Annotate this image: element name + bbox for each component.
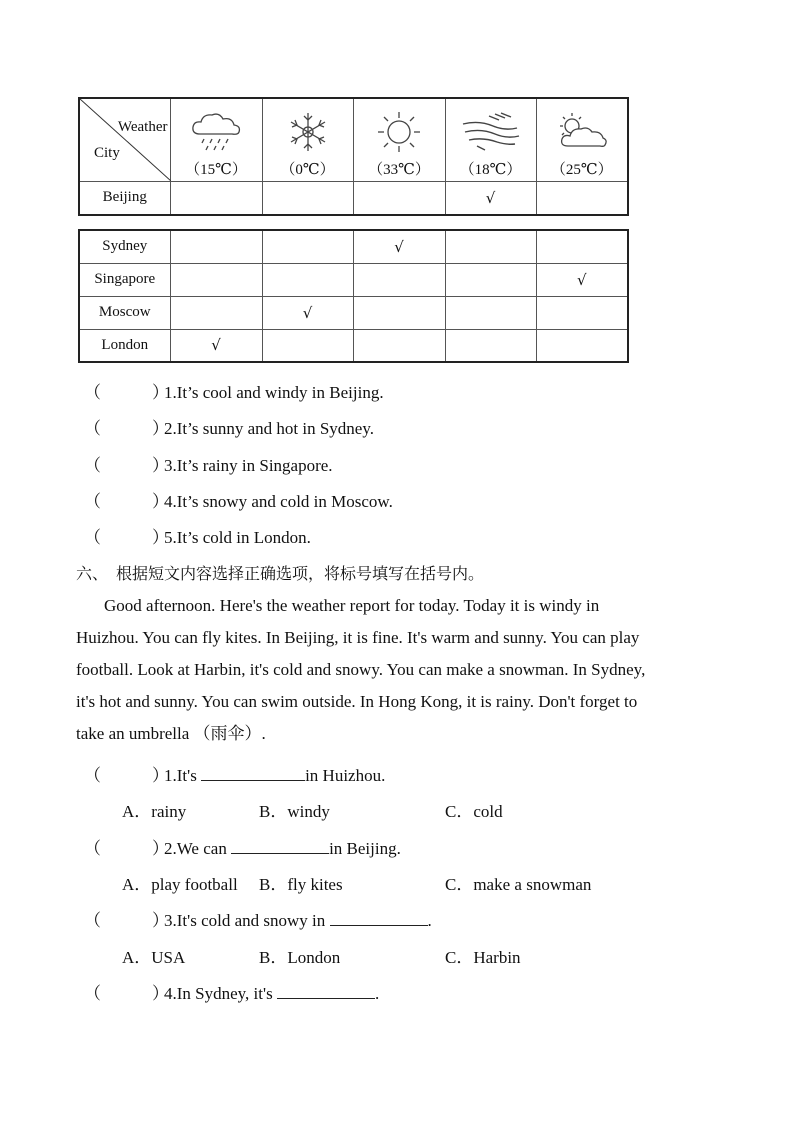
answer-cell: √ <box>262 296 353 329</box>
section-heading: 六、 根据短文内容选择正确选项，将标号填写在括号内。 <box>76 564 485 583</box>
judgment-item <box>84 414 374 439</box>
answer-paren[interactable]: （ ） <box>84 766 169 785</box>
rainy-cloud-icon <box>188 110 244 154</box>
sun-icon <box>375 110 423 154</box>
weather-table-cities <box>78 229 629 363</box>
city-cell: Beijing <box>79 182 170 215</box>
question-item <box>84 834 401 859</box>
sun-cloud-icon <box>554 110 610 154</box>
judgment-item <box>84 451 333 476</box>
answer-cell <box>170 296 262 329</box>
answer-paren[interactable]: （ ） <box>84 911 169 930</box>
judgment-item <box>84 487 393 512</box>
judgment-item <box>84 523 311 548</box>
fill-blank[interactable] <box>201 766 305 781</box>
fill-blank[interactable] <box>277 984 375 999</box>
city-cell: London <box>79 329 170 362</box>
header-weather-label: Weather <box>117 119 168 135</box>
answer-cell <box>262 263 353 296</box>
question-text-pre: 1.It's <box>164 766 202 785</box>
answer-paren[interactable]: （ ） <box>84 456 169 475</box>
answer-cell <box>445 263 536 296</box>
answer-paren[interactable]: （ ） <box>84 839 169 858</box>
answer-cell <box>445 296 536 329</box>
question-text-post: in Beijing. <box>329 839 401 858</box>
option-b[interactable]: B．windy <box>259 802 330 821</box>
answer-cell: √ <box>536 263 628 296</box>
option-c[interactable]: C．cold <box>445 802 503 821</box>
answer-cell <box>536 296 628 329</box>
answer-cell <box>170 230 262 263</box>
weather-cell-windy <box>445 98 536 182</box>
weather-cell-sun-cloud <box>536 98 628 182</box>
city-cell: Moscow <box>79 296 170 329</box>
answer-cell <box>262 329 353 362</box>
temp-label: （15℃） <box>185 161 247 178</box>
answer-cell <box>353 329 445 362</box>
answer-cell <box>353 296 445 329</box>
wind-icon <box>459 110 523 154</box>
fill-blank[interactable] <box>330 911 428 926</box>
answer-cell <box>536 182 628 215</box>
answer-cell <box>262 230 353 263</box>
judgment-text: 1.It’s cool and windy in Beijing. <box>164 383 384 402</box>
temp-label: （33℃） <box>368 161 430 178</box>
answer-cell: √ <box>170 329 262 362</box>
temp-label: （18℃） <box>459 161 522 178</box>
answer-cell <box>445 230 536 263</box>
question-text-pre: 2.We can <box>164 839 232 858</box>
question-item <box>84 761 385 786</box>
fill-blank[interactable] <box>231 839 329 854</box>
city-cell: Singapore <box>79 263 170 296</box>
question-text-pre: 4.In Sydney, it's <box>164 984 277 1003</box>
answer-paren[interactable]: （ ） <box>84 528 169 547</box>
answer-paren[interactable]: （ ） <box>84 492 169 511</box>
judgment-text: 2.It’s sunny and hot in Sydney. <box>164 419 374 438</box>
answer-cell <box>536 329 628 362</box>
passage-line: Huizhou. You can fly kites. In Beijing, it is fine. It's warm and sunny. You can play <box>76 628 640 647</box>
reading-passage <box>76 590 716 750</box>
judgment-text: 4.It’s snowy and cold in Moscow. <box>164 492 393 511</box>
option-c[interactable]: C．Harbin <box>445 948 521 967</box>
answer-cell: √ <box>353 230 445 263</box>
temp-label: （25℃） <box>550 161 613 178</box>
passage-line: take an umbrella （雨伞）. <box>76 724 266 743</box>
question-text-pre: 3.It's cold and snowy in <box>164 911 330 930</box>
weather-cell-rainy <box>170 98 262 182</box>
question-text-post: in Huizhou. <box>305 766 386 785</box>
weather-cell-sunny <box>353 98 445 182</box>
answer-paren[interactable]: （ ） <box>84 984 169 1003</box>
option-a[interactable]: A．USA <box>122 948 186 967</box>
question-item <box>84 906 432 931</box>
answer-cell <box>353 263 445 296</box>
passage-line: football. Look at Harbin, it's cold and snowy. You can make a snowman. In Sydney, <box>76 660 646 679</box>
passage-line: Good afternoon. Here's the weather report for today. Today it is windy in <box>104 596 600 615</box>
answer-cell: √ <box>445 182 536 215</box>
city-cell: Sydney <box>79 230 170 263</box>
question-text-post: . <box>374 984 380 1003</box>
answer-cell <box>445 329 536 362</box>
answer-cell <box>536 230 628 263</box>
option-a[interactable]: A．play football <box>122 875 238 894</box>
judgment-text: 3.It’s rainy in Singapore. <box>164 456 333 475</box>
option-b[interactable]: B．fly kites <box>259 875 343 894</box>
judgment-item <box>84 378 384 403</box>
question-text-post: . <box>427 911 432 930</box>
judgment-text: 5.It’s cold in London. <box>164 528 311 547</box>
header-city-label: City <box>94 145 120 161</box>
diagonal-header-cell <box>79 98 170 182</box>
answer-cell <box>262 182 353 215</box>
answer-cell <box>170 263 262 296</box>
diagonal-line <box>80 99 171 181</box>
snowflake-icon <box>286 110 330 154</box>
weather-table-header <box>78 97 629 216</box>
temp-label: （0℃） <box>280 161 335 178</box>
question-item <box>84 979 379 1004</box>
option-c[interactable]: C．make a snowman <box>445 875 592 894</box>
option-b[interactable]: B．London <box>259 948 341 967</box>
option-a[interactable]: A．rainy <box>122 802 187 821</box>
weather-cell-snowy <box>262 98 353 182</box>
answer-paren[interactable]: （ ） <box>84 419 169 438</box>
answer-paren[interactable]: （ ） <box>84 383 169 402</box>
answer-cell <box>170 182 262 215</box>
passage-line: it's hot and sunny. You can swim outside. In Hong Kong, it is rainy. Don't forget to <box>76 692 638 711</box>
answer-cell <box>353 182 445 215</box>
